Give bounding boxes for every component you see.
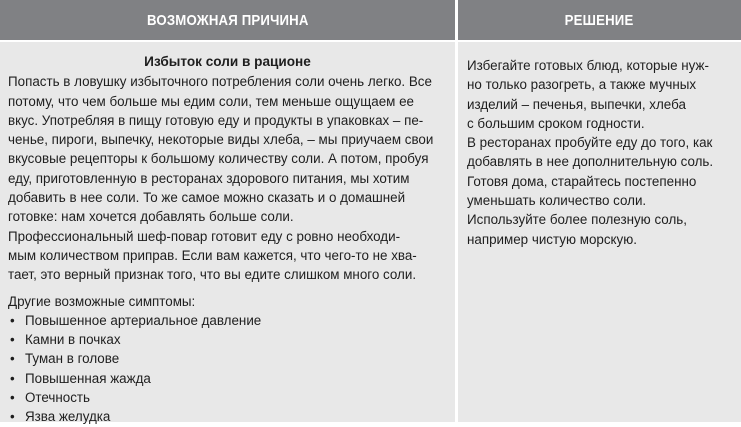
solution-text-line: Готовя дома, старайтесь постепенно xyxy=(467,173,697,189)
solution-text-line: В ресторанах пробуйте еду до того, как xyxy=(467,135,713,151)
bullet-icon: • xyxy=(10,370,15,386)
cause-text-line: мым количеством приправ. Если вам кажется, что чего-то не хва- xyxy=(8,247,417,263)
bullet-icon: • xyxy=(10,312,15,328)
cause-text-line: ченье, пироги, выпечку, некоторые виды хлеба, – мы приучаем свои xyxy=(8,132,434,148)
symptom-item xyxy=(8,369,447,388)
header-cause xyxy=(0,0,455,40)
header-cause-label: ВОЗМОЖНАЯ ПРИЧИНА xyxy=(146,11,309,29)
symptoms-list xyxy=(8,311,447,427)
cause-text-line: тает, это верный признак того, что вы едите слишком много соли. xyxy=(8,267,417,283)
symptom-item xyxy=(8,330,447,349)
solution-text-line: добавлять в нее дополнительную соль. xyxy=(467,154,714,170)
symptom-item xyxy=(8,311,447,330)
symptom-item xyxy=(8,349,447,368)
symptom-item xyxy=(8,388,447,407)
symptom-text: Отечность xyxy=(25,390,91,406)
solution-text-line: но только разогреть, а также мучных xyxy=(467,77,697,93)
symptom-text: Язва желудка xyxy=(25,409,111,425)
solution-text-line: например чистую морскую. xyxy=(467,231,637,247)
cause-text-line: потому, что чем больше мы едим соли, тем меньше ощущаем ее xyxy=(8,93,414,109)
cause-cell xyxy=(0,42,455,425)
cause-text-line: вкус. Употребляя в пищу готовую еду и продукты в упаковках – пе- xyxy=(8,112,424,128)
symptom-item xyxy=(8,407,447,426)
symptom-text: Повышенная жажда xyxy=(25,370,151,386)
solution-text-line: изделий – печенья, выпечки, хлеба xyxy=(467,96,686,112)
cause-text-line: добавить в нее соли. То же самое можно сказать и о домашней xyxy=(8,190,406,206)
symptom-text: Повышенное артериальное давление xyxy=(25,312,262,328)
solution-cell xyxy=(458,42,741,422)
header-solution xyxy=(458,0,741,40)
cause-text-line: еду, приготовленную в ресторанах здорового питания, мы хотим xyxy=(8,170,410,186)
bullet-icon: • xyxy=(10,351,15,367)
solution-text-line: с большим сроком годности. xyxy=(467,115,645,131)
bullet-icon: • xyxy=(10,409,15,425)
cause-title: Избыток соли в рационе xyxy=(144,54,311,69)
cause-text-line: Профессиональный шеф-повар готовит еду с ровно необходи- xyxy=(8,228,401,244)
solution-text-line: уменьшать количество соли. xyxy=(467,193,647,209)
bullet-icon: • xyxy=(10,332,15,348)
cause-text-line: Попасть в ловушку избыточного потребления соли очень легко. Все xyxy=(8,74,432,90)
symptom-text: Туман в голове xyxy=(25,351,120,367)
symptoms-label: Другие возможные симптомы: xyxy=(8,293,196,309)
header-solution-label: РЕШЕНИЕ xyxy=(565,11,634,29)
solution-text-line: Используйте более полезную соль, xyxy=(467,212,687,228)
cause-text-line: готовке: нам хочется добавлять больше соли. xyxy=(8,209,294,225)
bullet-icon: • xyxy=(10,390,15,406)
solution-text-line: Избегайте готовых блюд, которые нуж- xyxy=(467,58,709,73)
symptom-text: Камни в почках xyxy=(25,332,121,348)
cause-text-line: вкусовые рецепторы к большому количеству соли. А потом, пробуя xyxy=(8,151,429,167)
